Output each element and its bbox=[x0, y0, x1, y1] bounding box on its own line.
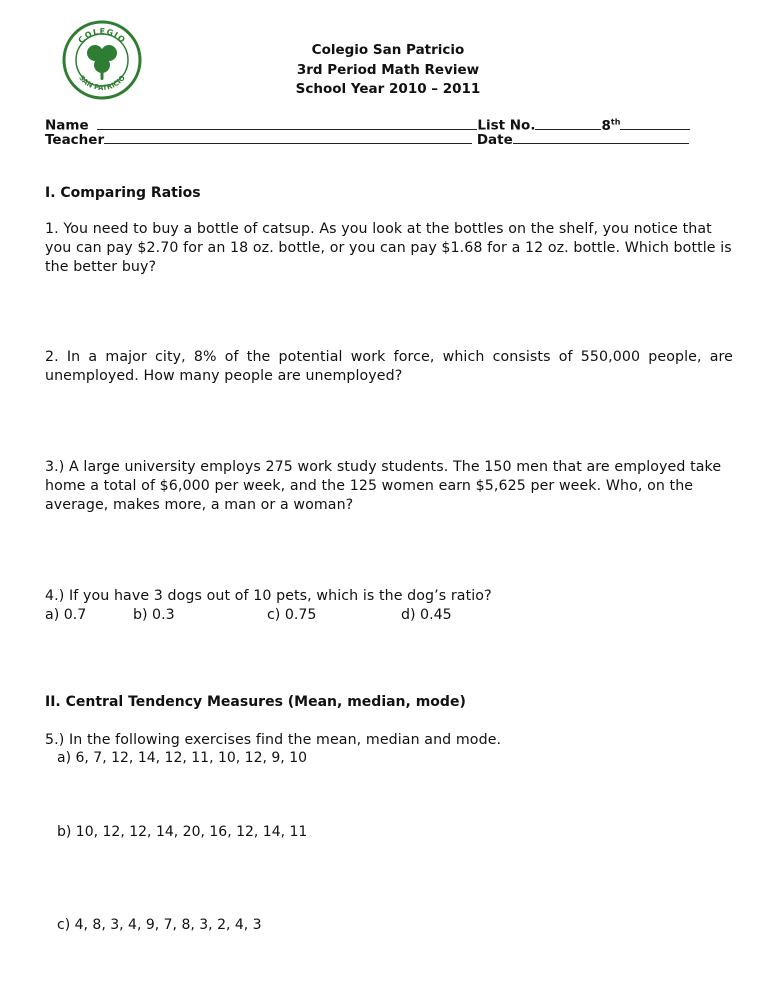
section-1-title: I. Comparing Ratios bbox=[45, 185, 201, 201]
teacher-field[interactable] bbox=[104, 132, 472, 144]
school-logo bbox=[62, 20, 142, 100]
question-2: 2. In a major city, 8% of the potential work force, which consists of 550,000 people, are unemployed. How many people are unemployed? bbox=[45, 349, 733, 384]
question-1: 1. You need to buy a bottle of catsup. As you look at the bottles on the shelf, you notice that you can pay $2.70 for an 18 oz. bottle, or you can pay $1.68 for a 12 oz. bottle. Which bottle is the better buy? bbox=[45, 221, 732, 275]
date-field[interactable] bbox=[513, 132, 689, 144]
section-2-title: II. Central Tendency Measures (Mean, median, mode) bbox=[45, 694, 466, 710]
list-number-label: List No. bbox=[477, 117, 536, 134]
question-4: 4.) If you have 3 dogs out of 10 pets, which is the dog’s ratio? bbox=[45, 588, 492, 604]
svg-text:COLEGIO: COLEGIO bbox=[76, 26, 128, 46]
list-number-field[interactable] bbox=[535, 118, 601, 130]
svg-text:SAN PATRICIO: SAN PATRICIO bbox=[77, 73, 127, 93]
teacher-label: Teacher bbox=[45, 132, 105, 148]
grade-label: 8th bbox=[601, 117, 621, 134]
grade-field[interactable] bbox=[620, 118, 690, 130]
option-b: b) 0.3 bbox=[133, 607, 175, 623]
name-label: Name bbox=[45, 117, 89, 134]
option-a: a) 0.7 bbox=[45, 607, 87, 623]
question-3: 3.) A large university employs 275 work study students. The 150 men that are employed take home a total of $6,000 per week, and the 125 women earn $5,625 per week. Who, on the average, makes more, a man or a woman? bbox=[45, 459, 722, 513]
name-field[interactable] bbox=[97, 118, 477, 130]
date-label: Date bbox=[476, 132, 513, 148]
school-year: School Year 2010 – 2011 bbox=[295, 81, 481, 97]
exercise-b: b) 10, 12, 12, 14, 20, 16, 12, 14, 11 bbox=[57, 824, 308, 840]
shamrock-icon bbox=[87, 45, 117, 80]
option-d: d) 0.45 bbox=[401, 607, 452, 623]
question-5: 5.) In the following exercises find the mean, median and mode. bbox=[45, 732, 502, 748]
teacher-row bbox=[45, 131, 735, 149]
exercise-a: a) 6, 7, 12, 14, 12, 11, 10, 12, 9, 10 bbox=[57, 750, 308, 766]
school-name: Colegio San Patricio bbox=[311, 42, 465, 58]
review-title: 3rd Period Math Review bbox=[296, 62, 480, 78]
option-c: c) 0.75 bbox=[267, 607, 317, 623]
exercise-c: c) 4, 8, 3, 4, 9, 7, 8, 3, 2, 4, 3 bbox=[57, 917, 262, 933]
